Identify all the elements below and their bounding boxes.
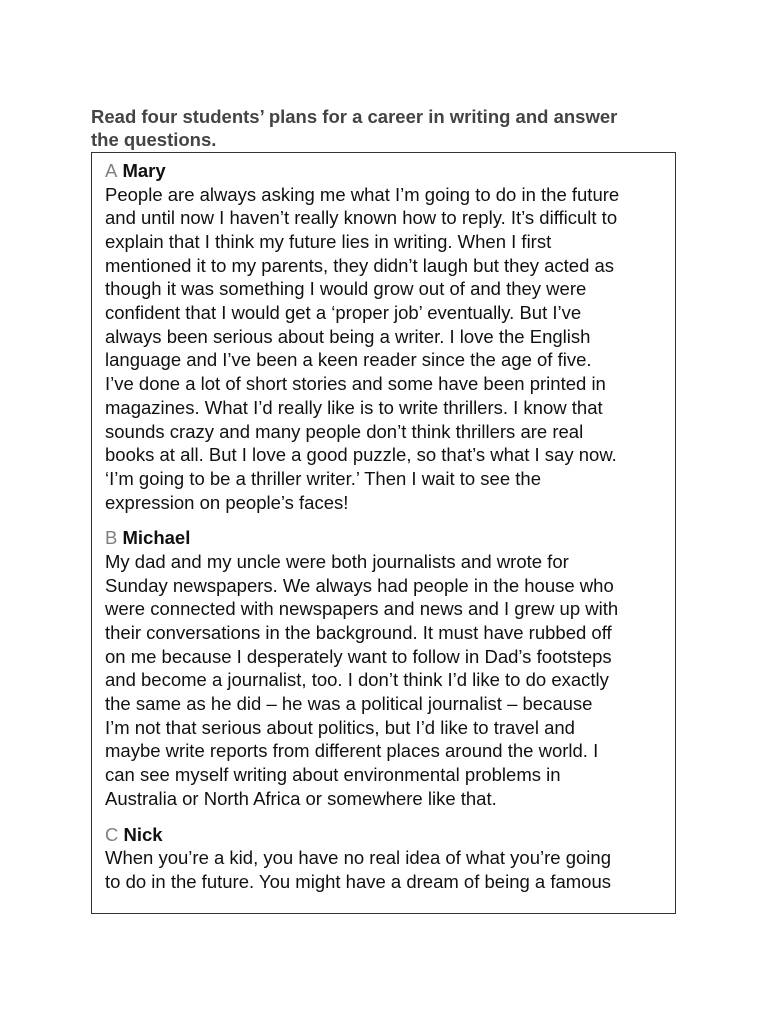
- student-name: Mary: [122, 160, 166, 181]
- section-text: When you’re a kid, you have no real idea of what you’re going to do in the future. You might have a dream of being a famous: [105, 847, 612, 892]
- section-letter: B: [105, 527, 118, 549]
- student-name: Michael: [122, 527, 191, 549]
- section-letter: C: [105, 823, 119, 845]
- section-letter: A: [105, 160, 118, 181]
- section-michael: [92, 514, 675, 810]
- section-heading: [105, 526, 675, 550]
- section-text: People are always asking me what I’m going to do in the future and until now I haven’t really known how to reply. It’s difficult to explain that I think my future lies in writing. When I first mentioned it to my parents, they didn’t laugh but they acted as though it was something I would grow out of and they were confident that I would get a ‘proper job’ eventually. But I’ve always been serious about being a writer. I love the English language and I’ve been a keen reader since the age of five. I’ve done a lot of short stories and some have been printed in magazines. What I’d really like is to write thrillers. I know that sounds crazy and many people don’t think thrillers are real books at all. But I love a good puzzle, so that’s what I say now. ‘I’m going to be a thriller writer.’ Then I wait to see the expression on people’s faces!: [105, 183, 620, 513]
- section-text: My dad and my uncle were both journalists and wrote for Sunday newspapers. We always had people in the house who were connected with newspapers and news and I grew up with their conversations in the background. It must have rubbed off on me because I desperately want to follow in Dad’s footsteps and become a journalist, too. I don’t think I’d like to do exactly the same as he did – he was a political journalist – because I’m not that serious about politics, but I’d like to travel and maybe write reports from different places around the world. I can see myself writing about environmental problems in Australia or North Africa or somewhere like that.: [105, 550, 619, 809]
- instruction-heading: Read four students’ plans for a career in writing and answer the questions.: [91, 106, 618, 150]
- section-heading: [105, 823, 675, 847]
- reading-text-box: [91, 152, 676, 914]
- section-nick: [92, 811, 675, 894]
- section-heading: [105, 159, 675, 183]
- section-mary: [92, 153, 675, 514]
- student-name: Nick: [123, 823, 163, 845]
